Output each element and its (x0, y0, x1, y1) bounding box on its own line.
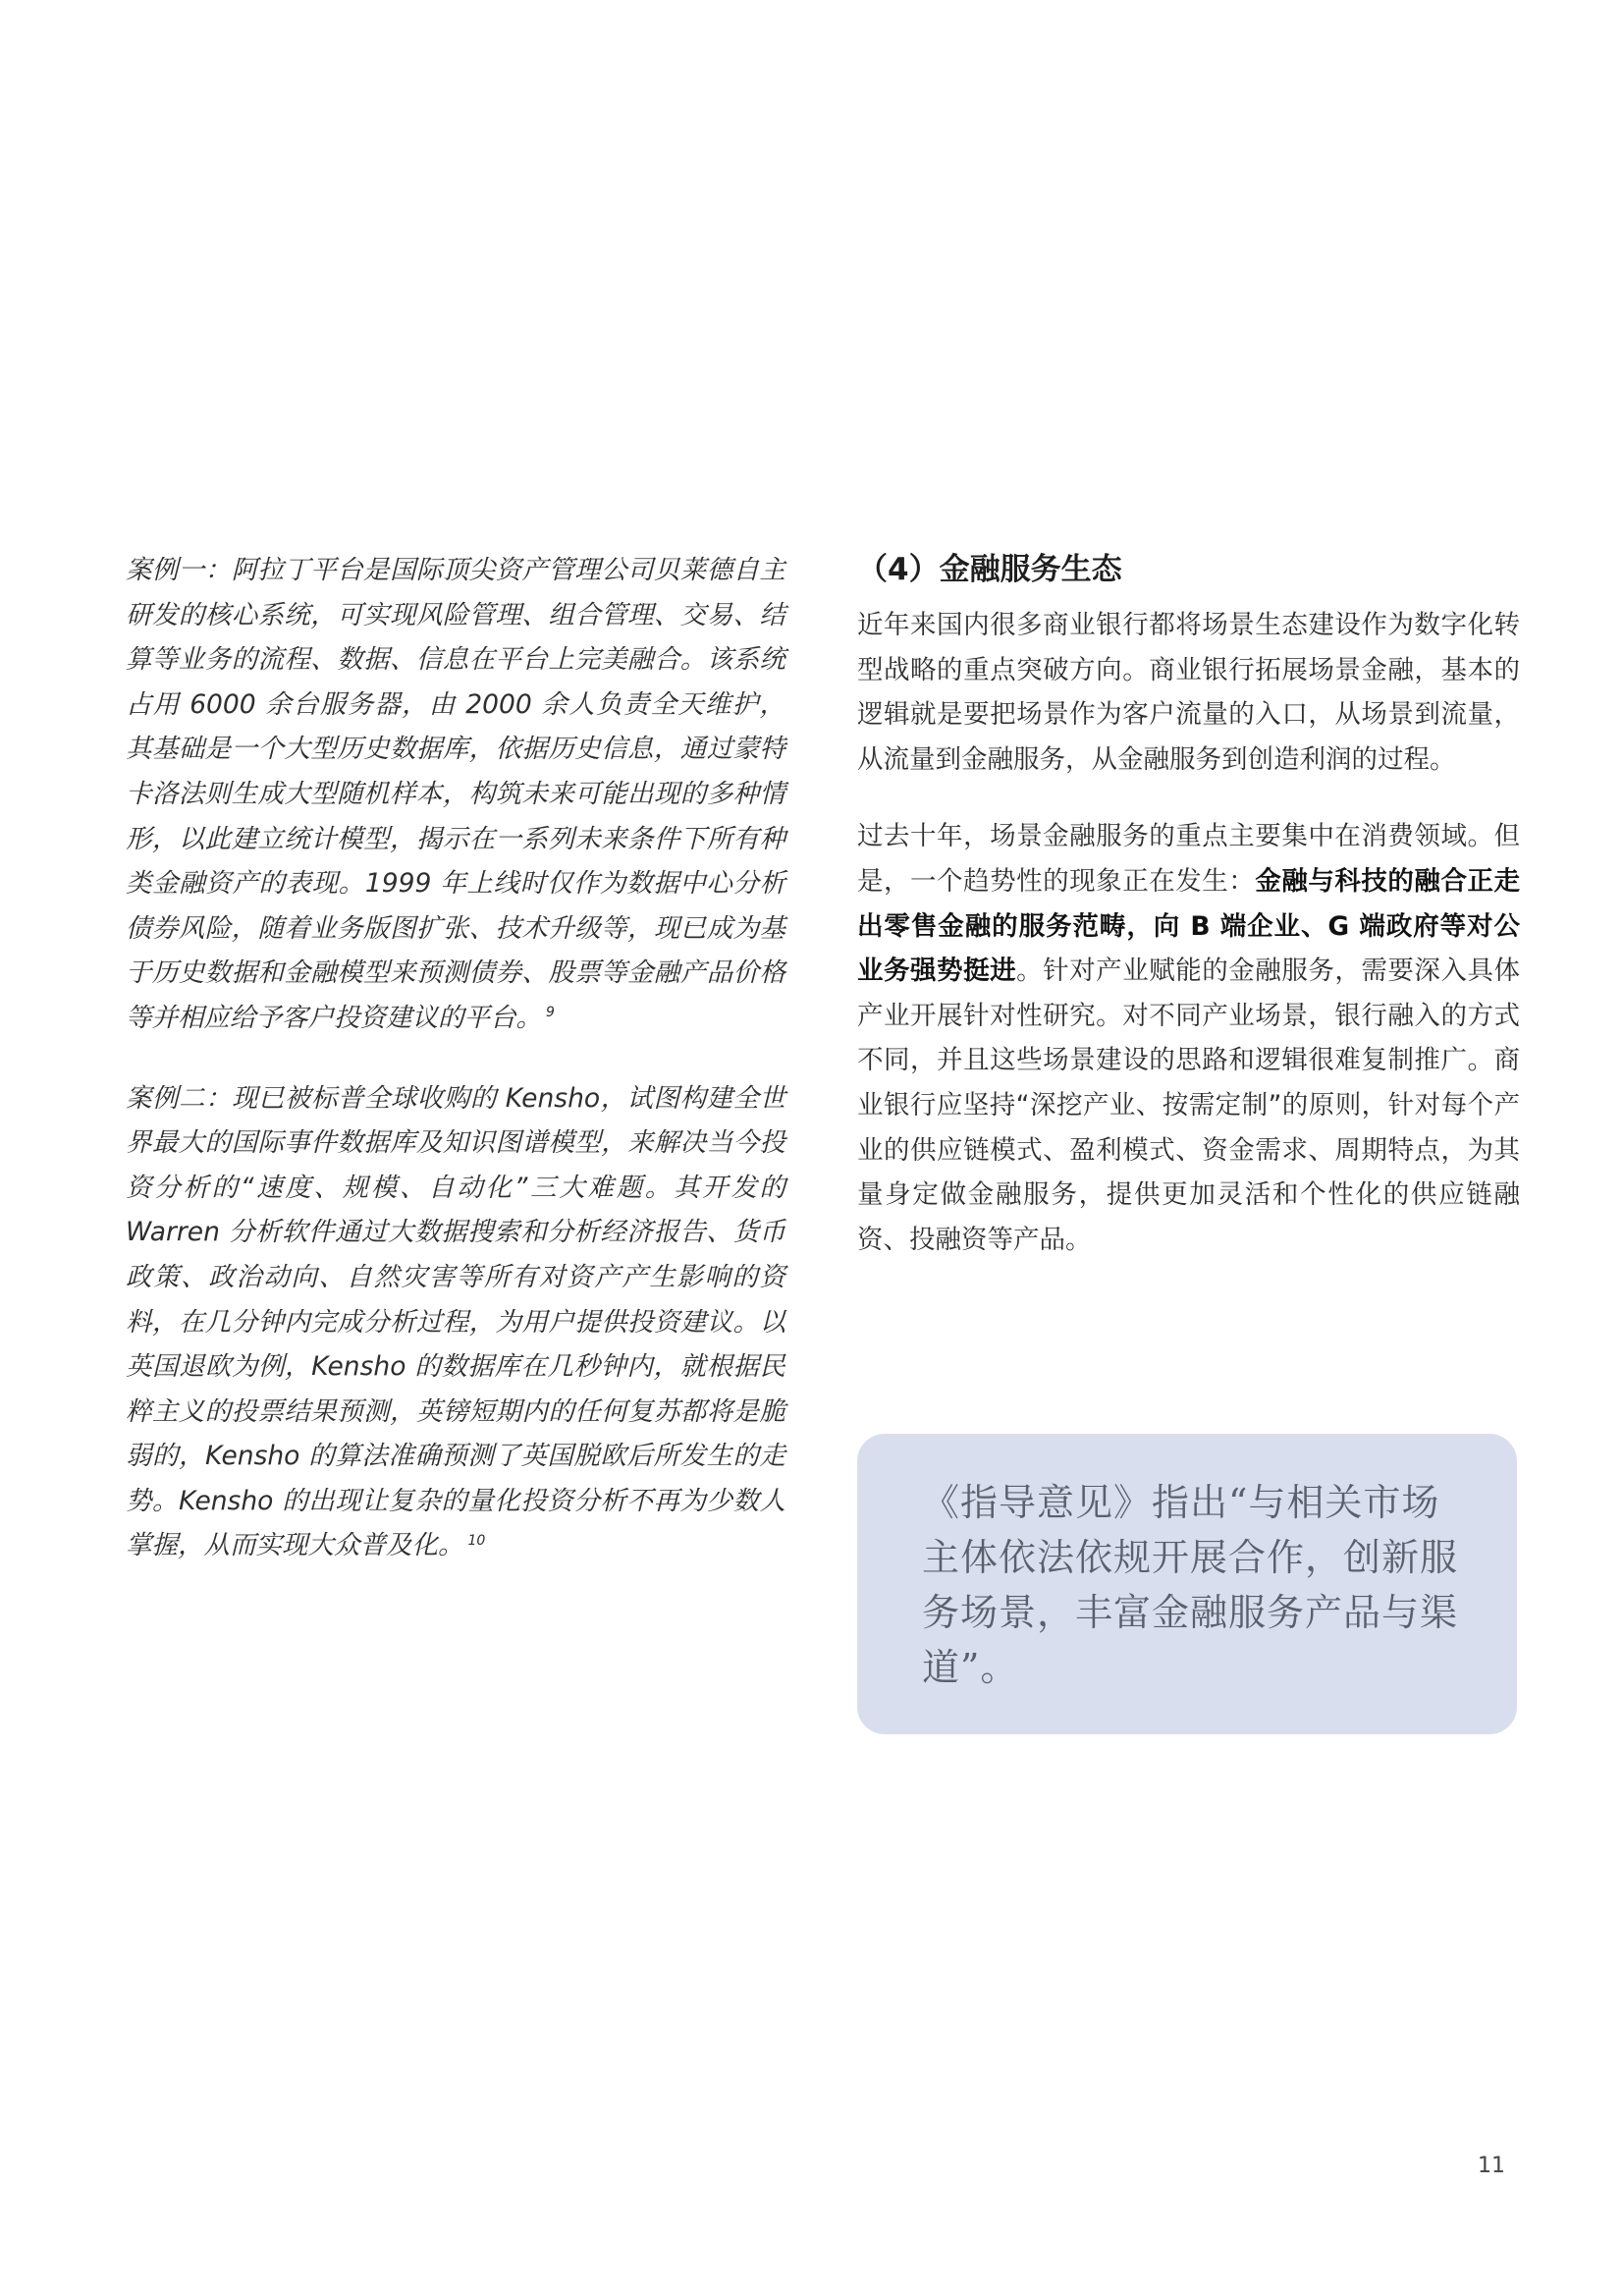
footnote-ref-9[interactable]: 9 (546, 1005, 555, 1021)
case-study-2 (126, 1076, 785, 1569)
paragraph-2-body: 。针对产业赋能的金融服务，需要深入具体产业开展针对性研究。对不同产业场景，银行融入的方式不同，并且这些场景建设的思路和逻辑很难复制推广。商业银行应坚持“深挖产业、按需定制”的原则，针对每个产业的供应链模式、盈利模式、资金需求、周期特点，为其量身定做金融服务，提供更加灵活和个性化的供应链融资、投融资等产品。 (857, 956, 1520, 1255)
left-column (126, 548, 785, 1604)
case-study-2-text: 案例二：现已被标普全球收购的 Kensho，试图构建全世界最大的国际事件数据库及知识图谱模型，来解决当今投资分析的“速度、规模、自动化”三大难题。其开发的 Warren 分析软件通过大数据搜索和分析经济报告、货币政策、政治动向、自然灾害等所有对资产产生影响的资料，在几分钟内完成分析过程，为用户提供投资建议。以英国退欧为例，Kensho 的数据库在几秒钟内，就根据民粹主义的投票结果预测，英镑短期内的任何复苏都将是脆弱的，Kensho 的算法准确预测了英国脱欧后所发生的走势。Kensho 的出现让复杂的量化投资分析不再为少数人掌握，从而实现大众普及化。 (126, 1082, 785, 1561)
paragraph-2-intro: 过去十年，场景金融服务的重点主要集中在消费领域。但是，一个趋势性的现象正在发生： (857, 821, 1520, 897)
pull-quote-box (857, 1434, 1517, 1734)
paragraph-2 (857, 814, 1520, 1262)
pull-quote-text: 《指导意见》指出“与相关市场主体依法依规开展合作，创新服务场景，丰富金融服务产品与渠道”。 (922, 1481, 1459, 1689)
case-study-1 (126, 548, 785, 1041)
right-column (857, 548, 1520, 1294)
footnote-ref-10[interactable]: 10 (467, 1532, 486, 1549)
paragraph-1: 近年来国内很多商业银行都将场景生态建设作为数字化转型战略的重点突破方向。商业银行拓展场景金融，基本的逻辑就是要把场景作为客户流量的入口，从场景到流量，从流量到金融服务，从金融服务到创造利润的过程。 (857, 610, 1520, 775)
page-number: 11 (1478, 2154, 1505, 2178)
section-heading: （4）金融服务生态 (857, 552, 1122, 587)
paragraph-2-emphasis: 金融与科技的融合正走出零售金融的服务范畴，向 B 端企业、G 端政府等对公业务强势挺进 (857, 865, 1520, 987)
case-study-1-text: 案例一：阿拉丁平台是国际顶尖资产管理公司贝莱德自主研发的核心系统，可实现风险管理、组合管理、交易、结算等业务的流程、数据、信息在平台上完美融合。该系统占用 6000 余台服务器，由 2000 余人负责全天维护，其基础是一个大型历史数据库，依据历史信息，通过蒙特卡洛法则生成大型随机样本，构筑未来可能出现的多种情形，以此建立统计模型，揭示在一系列未来条件下所有种类金融资产的表现。1999 年上线时仅作为数据中心分析债券风险，随着业务版图扩张、技术升级等，现已成为基于历史数据和金融模型来预测债券、股票等金融产品价格等并相应给予客户投资建议的平台。 (126, 555, 785, 1033)
